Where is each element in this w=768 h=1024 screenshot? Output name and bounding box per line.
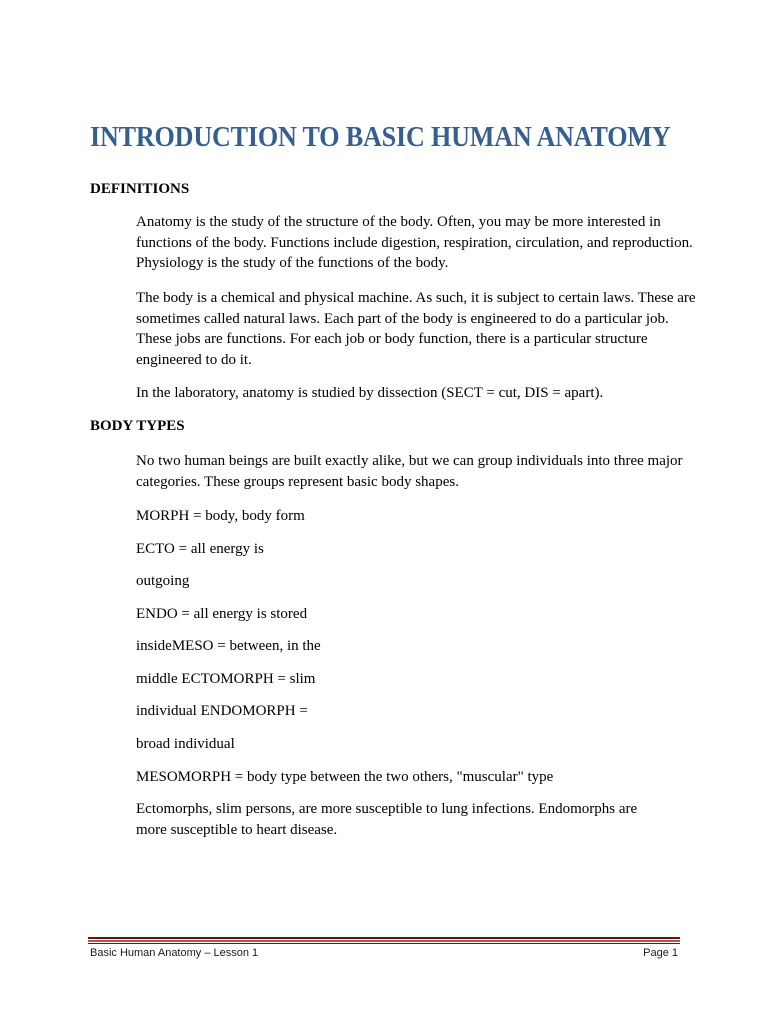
body-types-line: outgoing [136, 573, 190, 589]
definitions-paragraph-3: In the laboratory, anatomy is studied by dissection (SECT = cut, DIS = apart). [136, 385, 604, 401]
body-types-line: individual ENDOMORPH = [136, 703, 308, 719]
footer-page-number: Page 1 [643, 947, 678, 959]
body-types-intro: No two human beings are built exactly alike, but we can group individuals into three major categories. These groups represent basic body shapes. [136, 453, 683, 490]
body-types-closing: Ectomorphs, slim persons, are more susceptible to lung infections. Endomorphs are more susceptible to heart disease. [136, 801, 638, 838]
footer-rule-accent [88, 940, 680, 942]
body-types-line: ENDO = all energy is stored [136, 606, 308, 622]
footer-rule-dark [88, 937, 680, 939]
body-types-line: insideMESO = between, in the [136, 638, 321, 654]
definitions-paragraph-1: Anatomy is the study of the structure of the body. Often, you may be more interested in functions of the body. Functions include digestion, respiration, circulation, and reproduction. Physiology is the study of the functions of the body. [136, 214, 693, 271]
body-types-line: MESOMORPH = body type between the two others, "muscular" type [136, 769, 554, 785]
body-types-line: MORPH = body, body form [136, 508, 305, 524]
section-heading-body-types: BODY TYPES [90, 418, 185, 434]
section-heading-definitions: DEFINITIONS [90, 181, 190, 197]
footer-lesson-label: Basic Human Anatomy – Lesson 1 [90, 947, 259, 959]
footer-rule-dark-lower [88, 943, 680, 944]
definitions-paragraph-2: The body is a chemical and physical machine. As such, it is subject to certain laws. These are sometimes called natural laws. Each part of the body is engineered to do a particular job. These jobs are functions. For each job or body function, there is a particular structure engineered to do it. [136, 290, 696, 368]
body-types-line: middle ECTOMORPH = slim [136, 671, 316, 687]
body-types-line: ECTO = all energy is [136, 541, 264, 557]
body-types-line: broad individual [136, 736, 235, 752]
document-title: INTRODUCTION TO BASIC HUMAN ANATOMY [90, 121, 671, 153]
